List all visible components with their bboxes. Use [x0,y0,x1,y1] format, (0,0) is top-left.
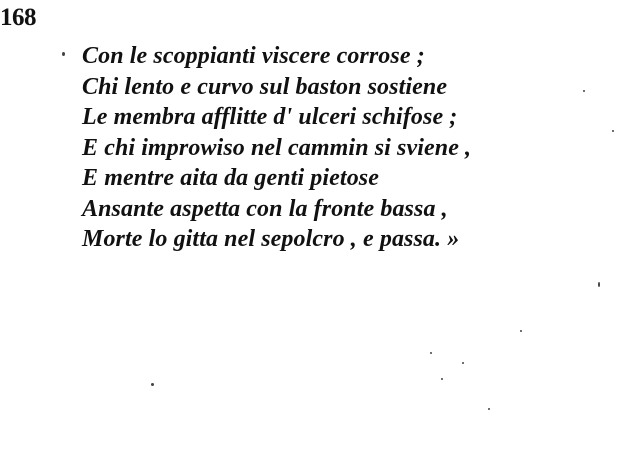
scan-speck [62,52,65,56]
verse-line-7: Morte lo gitta nel sepolcro , e passa. » [82,226,460,252]
poem-stanza [82,41,612,255]
scan-speck [488,408,490,410]
verse-line-6: Ansante aspetta con la fronte bassa , [82,195,448,222]
verse-line-5: E mentre aita da genti pietose [82,165,379,191]
verse-line-4: E chi improwiso nel cammin si sviene , [82,134,472,161]
verse-line-2: Chi lento e curvo sul baston sostiene [82,73,448,100]
scan-speck [583,90,585,92]
scan-speck [520,330,522,332]
scan-speck [462,362,464,364]
page-number: 168 [0,4,36,31]
scan-speck [598,282,600,287]
scan-speck [430,352,432,354]
scan-speck [612,130,614,132]
scan-speck [441,378,443,380]
verse-line-1: Con le scoppianti viscere corrose ; [82,43,425,69]
verse-line-3: Le membra afflitte d' ulceri schifose ; [82,104,458,130]
scan-speck [151,383,154,386]
